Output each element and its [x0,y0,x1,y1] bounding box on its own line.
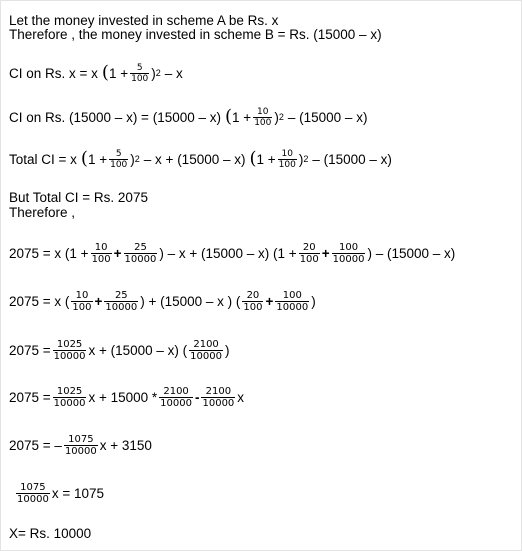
total-lhs: Total CI = x [9,151,77,167]
fraction [104,290,138,313]
exponent: 2 [278,112,284,122]
plus-sign: + [321,245,330,261]
minus-sign: - [194,389,200,405]
denominator: 10000 [105,301,138,313]
numerator: 10 [257,106,269,117]
total-mid: – x + (15000 – x) [143,151,246,167]
paren-close: ) [130,151,135,167]
eq6-b: x = 1075 [51,485,104,501]
denominator: 10000 [202,397,235,409]
eq4-b: x + 15000 * [88,389,158,405]
eq5-b: x + 3150 [99,437,152,453]
numerator: 20 [302,241,316,253]
fraction [159,386,193,409]
denominator: 10000 [53,397,86,409]
fraction [91,242,112,265]
fraction [130,63,149,84]
fraction [53,386,87,409]
numerator: 10 [94,241,108,253]
intro-line-2: Therefore , the money invested in scheme B = Rs. (15000 – x) [9,27,382,42]
numerator: 25 [114,289,128,301]
denominator: 10000 [332,253,365,265]
equation-step-4 [9,386,244,408]
fraction [275,290,309,313]
total-one-1: 1 + [87,151,108,167]
eq5-a: 2075 = – [9,437,62,453]
numerator: 2100 [193,338,219,350]
fraction [242,290,263,313]
denominator: 10000 [160,397,192,409]
fraction [201,386,235,409]
paren-open: ( [80,148,88,169]
equation-step-5 [9,434,152,456]
paren-open: ( [101,62,109,83]
eq1-c: ) – (15000 – x) [367,245,456,261]
denominator: 10000 [276,301,309,313]
fraction [278,149,297,170]
paren-close: ) [274,109,279,125]
fraction [189,339,223,362]
eq4-a: 2075 = [9,389,51,405]
fraction [71,290,92,313]
numerator: 1075 [68,433,94,445]
ci-b-tail: – (15000 – x) [287,109,368,125]
equation-step-1 [9,242,455,264]
denominator: 10000 [124,253,157,265]
denominator: 100 [254,117,272,128]
eq1-a: 2075 = x (1 + [9,245,89,261]
denominator: 100 [72,301,92,313]
total-one-2: 1 + [256,151,276,167]
eq3-c: ) [224,342,230,358]
given-line-2: Therefore , [9,205,76,220]
ci-x-equation [9,62,183,84]
intro-line-1: Let the money invested in scheme A be Rs. x [9,13,279,28]
denominator: 10000 [53,350,86,362]
eq4-c: x [237,389,245,405]
fraction [64,434,98,457]
equation-step-2 [9,290,316,312]
given-line-1: But Total CI = Rs. 2075 [9,190,148,205]
numerator: 2100 [205,385,232,397]
paren-open: ( [249,148,257,169]
numerator: 10 [75,289,89,301]
fraction [124,242,158,265]
ci-x-tail: – x [164,65,183,81]
denominator: 100 [299,253,319,265]
numerator: 20 [246,289,260,301]
numerator: 5 [115,148,122,159]
numerator: 1025 [56,338,83,350]
eq3-a: 2075 = [9,342,51,358]
plus-sign: + [94,293,103,309]
fraction [109,149,128,170]
numerator: 25 [134,241,147,253]
total-tail: – (15000 – x) [312,151,392,167]
eq3-b: x + (15000 – x) ( [88,342,188,358]
denominator: 100 [91,253,111,265]
eq1-b: ) – x + (15000 – x) (1 + [159,245,297,261]
numerator: 1025 [56,385,83,397]
denominator: 100 [131,73,149,84]
eq2-a: 2075 = x ( [9,293,70,309]
total-ci-equation [9,148,392,170]
ci-b-one: 1 + [232,109,252,125]
numerator: 100 [339,241,359,253]
paren-close: ) [298,151,304,167]
numerator: 1075 [20,481,46,493]
exponent: 2 [303,154,309,164]
equation-step-3 [9,339,229,361]
denominator: 10000 [190,350,222,362]
ci-b-equation [9,106,367,128]
final-answer: X= Rs. 10000 [9,526,92,541]
fraction [16,482,50,505]
numerator: 10 [281,148,293,159]
fraction [53,339,87,362]
plus-sign: + [265,293,274,309]
paren-close: ) [151,65,156,81]
fraction [299,242,320,265]
denominator: 10000 [17,493,49,505]
equation-step-6 [14,482,104,504]
numerator: 5 [136,62,143,73]
ci-x-one: 1 + [108,65,129,81]
fraction [332,242,366,265]
exponent: 2 [134,154,140,164]
eq2-b: ) + (15000 – x ) ( [140,293,241,309]
denominator: 100 [278,159,296,170]
denominator: 100 [110,159,128,170]
exponent: 2 [155,68,161,78]
denominator: 100 [243,301,263,313]
numerator: 2100 [163,385,189,397]
ci-b-lhs: CI on Rs. (15000 – x) = (15000 – x) [9,109,221,125]
fraction [253,107,272,128]
ci-x-lhs: CI on Rs. x = x [9,65,98,81]
paren-open: ( [225,106,233,127]
eq2-c: ) [311,293,316,309]
denominator: 10000 [64,445,97,457]
numerator: 100 [282,289,302,301]
plus-sign: + [113,245,122,261]
